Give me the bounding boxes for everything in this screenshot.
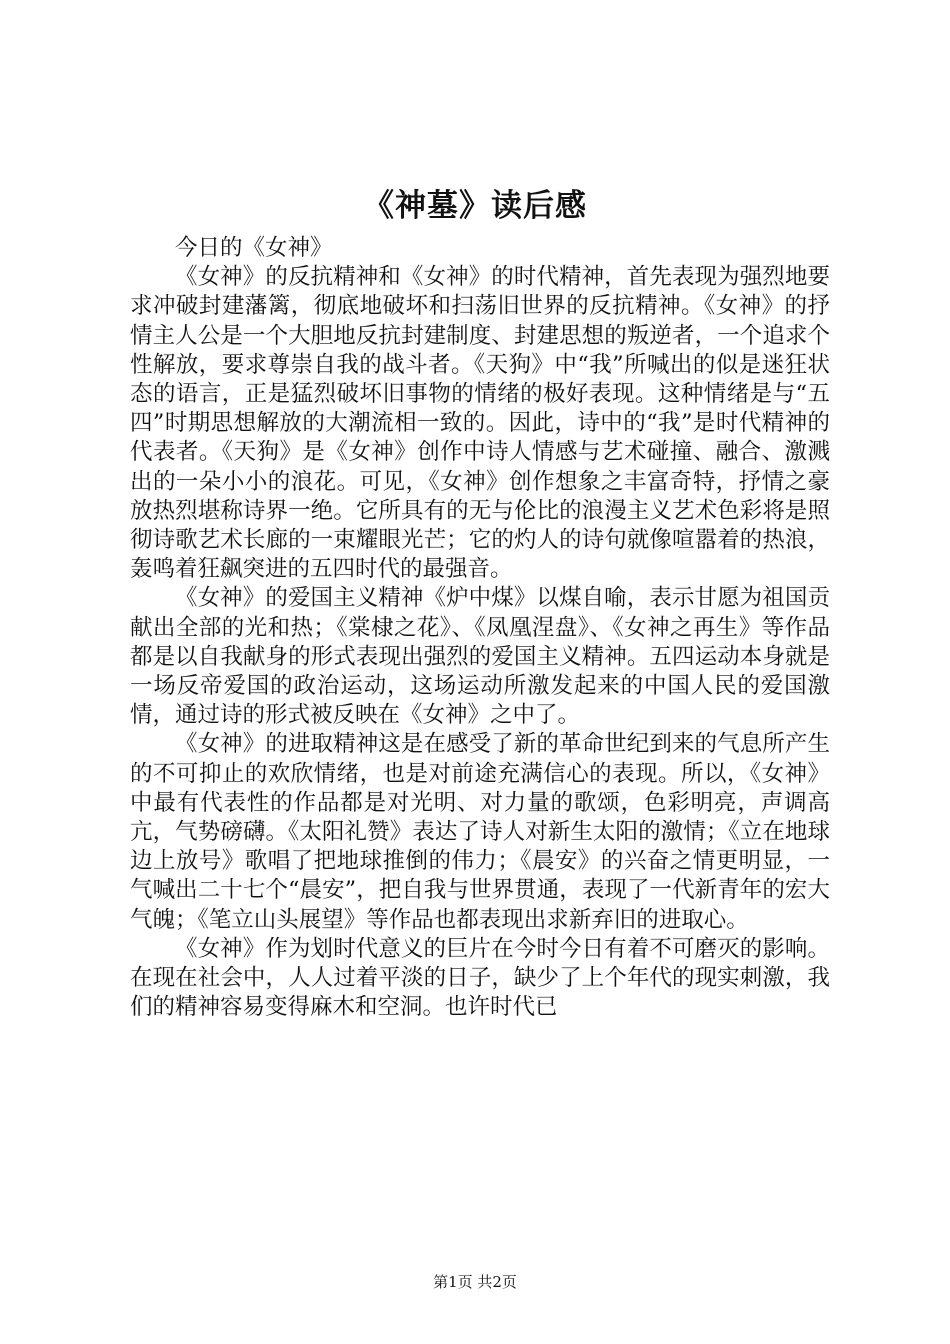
paragraph-rebellion: 《女神》的反抗精神和《女神》的时代精神，首先表现为强烈地要求冲破封建藩篱，彻底地破坏和扫荡旧世界的反抗精神。《女神》的抒情主人公是一个大胆地反抗封建制度、封建思想的叛逆者，一个追求个性解放，要求尊崇自我的战斗者。《天狗》中“我”所喊出的似是迷狂状态的语言，正是猛烈破坏旧事物的情绪的极好表现。这种情绪是与“五四”时期思想解放的大潮流相一致的。因此，诗中的“我”是时代精神的代表者。《天狗》是《女神》创作中诗人情感与艺术碰撞、融合、激溅出的一朵小小的浪花。可见，《女神》创作想象之丰富奇特，抒情之豪放热烈堪称诗界一绝。它所具有的无与伦比的浪漫主义艺术色彩将是照彻诗歌艺术长廊的一束耀眼光芒；它的灼人的诗句就像喧嚣着的热浪，轰鸣着狂飙突进的五四时代的最强音。 xyxy=(130,264,830,583)
paragraph-progress: 《女神》的进取精神这是在感受了新的革命世纪到来的气息所产生的不可抑止的欢欣情绪，也是对前途充满信心的表现。所以，《女神》中最有代表性的作品都是对光明、对力量的歌颂，色彩明亮，声调高亢，气势磅礴。《太阳礼赞》表达了诗人对新生太阳的激情；《立在地球边上放号》歌唱了把地球推倒的伟力；《晨安》的兴奋之情更明显，一气喊出二十七个“晨安”，把自我与世界贯通，表现了一代新青年的宏大气魄；《笔立山头展望》等作品也都表现出求新弃旧的进取心。 xyxy=(130,731,830,933)
document-title: 《神墓》读后感 xyxy=(363,188,587,224)
paragraph-influence: 《女神》作为划时代意义的巨片在今时今日有着不可磨灭的影响。在现在社会中，人人过着平淡的日子，缺少了上个年代的现实刺激，我们的精神容易变得麻木和空洞。也许时代已 xyxy=(130,935,830,1021)
section-subtitle: 今日的《女神》 xyxy=(175,235,333,261)
paragraph-patriotism: 《女神》的爱国主义精神《炉中煤》以煤自喻，表示甘愿为祖国贡献出全部的光和热；《棠棣之花》、《凤凰涅盘》、《女神之再生》等作品都是以自我献身的形式表现出强烈的爱国主义精神。五四运动本身就是一场反帝爱国的政治运动，这场运动所激发起来的中国人民的爱国激情，通过诗的形式被反映在《女神》之中了。 xyxy=(130,585,830,729)
document-body xyxy=(130,234,830,1022)
page-number-footer: 第1页 共2页 xyxy=(433,1273,517,1291)
